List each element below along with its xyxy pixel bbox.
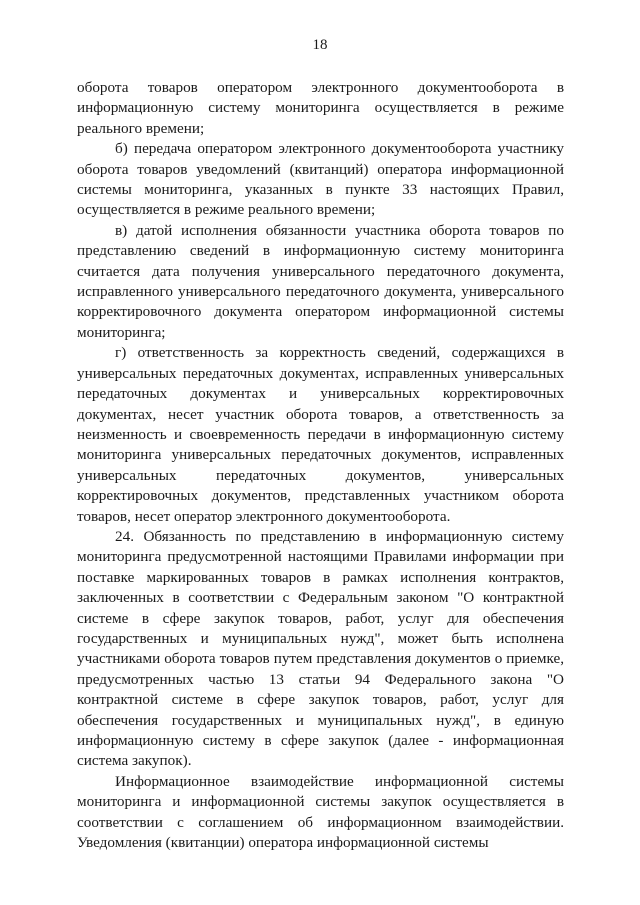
page-number: 18: [312, 37, 328, 53]
paragraph-continuation: оборота товаров оператором электронного документооборота в информационную систему мониторинга осуществляется в режиме реального времени;: [77, 79, 564, 137]
paragraph-clause-24: 24. Обязанность по представлению в информационную систему мониторинга предусмотренной настоящими Правилами информации при поставке маркированных товаров в рамках исполнения контрактов, заключенных в соответствии с Федеральным законом "О контрактной системе в сфере закупок товаров, работ, услуг для обеспечения государственных и муниципальных нужд", может быть исполнена участниками оборота товаров путем представления документов о приемке, предусмотренных частью 13 статьи 94 Федерального закона "О контрактной системе в сфере закупок товаров, работ, услуг для обеспечения государственных и муниципальных нужд", в единую информационную систему в сфере закупок (далее - информационная система закупок).: [77, 527, 564, 770]
paragraph-item-g: г) ответственность за корректность сведений, содержащихся в универсальных передаточных документах, исправленных универсальных передаточных документах и универсальных корректировочных документах, несет участник оборота товаров, а ответственность за неизменность и своевременность передачи в информационную систему мониторинга универсальных передаточных документов, исправленных универсальных передаточных документов, универсальных корректировочных документов, представленных участником оборота товаров, несет оператор электронного документооборота.: [77, 344, 564, 525]
document-body: [77, 78, 564, 853]
paragraph-item-b: б) передача оператором электронного документооборота участнику оборота товаров уведомлений (квитанций) оператора информационной системы мониторинга, указанных в пункте 33 настоящих Правил, осуществляется в режиме реального времени;: [77, 140, 564, 219]
paragraph-item-v: в) датой исполнения обязанности участника оборота товаров по представлению сведений в информационную систему мониторинга считается дата получения универсального передаточного документа, исправленного универсального передаточного документа, универсального корректировочного документа оператором информационной системы мониторинга;: [77, 221, 564, 341]
paragraph-information-interaction: Информационное взаимодействие информационной системы мониторинга и информационной системы закупок осуществляется в соответствии с соглашением об информационном взаимодействии. Уведомления (квитанции) оператора информационной системы: [77, 772, 564, 852]
